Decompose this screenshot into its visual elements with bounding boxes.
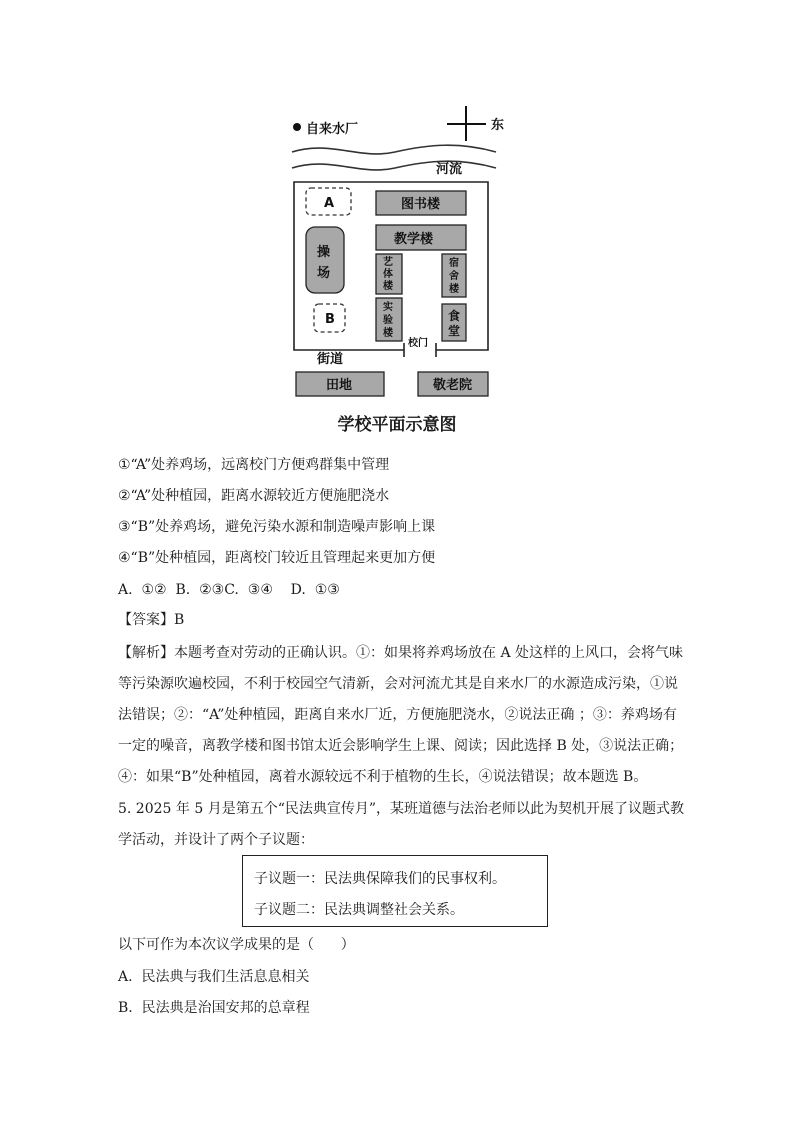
library-label: 图书楼 <box>401 197 441 212</box>
teaching-label: 教学楼 <box>394 232 434 247</box>
answer: 【答案】B <box>118 612 185 628</box>
art-label-1: 艺 <box>383 257 393 268</box>
sub-topics-box <box>242 855 548 927</box>
playground-label-1: 操 <box>317 245 331 260</box>
answer-options: A. ①② B. ②③C. ③④ D. ①③ <box>118 582 340 598</box>
playground-label-2: 场 <box>317 266 331 281</box>
playground <box>306 227 344 293</box>
area-b-label: B <box>325 312 335 327</box>
option-a: A. 民法典与我们生活息息相关 <box>118 969 310 985</box>
compass-icon <box>447 106 486 141</box>
art-label-2: 体 <box>383 269 393 280</box>
area-a-label: A <box>324 196 335 211</box>
street-label: 街道 <box>317 352 344 367</box>
nursing-label: 敬老院 <box>433 378 473 393</box>
dorm-label-1: 宿 <box>449 258 459 269</box>
sub-topic-2: 子议题二：民法典调整社会关系。 <box>254 902 464 918</box>
canteen-label-1: 食 <box>448 309 461 323</box>
art-label-3: 楼 <box>383 281 393 292</box>
question-5-stem: 5. 2025 年 5 月是第五个“民法典宣传月”，某班道德与法治老师以此为契机开展了议题式教学活动，并设计了两个子议题： <box>118 801 685 848</box>
statement-3: ③“B”处养鸡场，避免污染水源和制造噪声影响上课 <box>118 519 436 535</box>
river-label: 河流 <box>436 162 463 177</box>
river-bottom-bank <box>292 161 496 170</box>
gate-label: 校门 <box>408 338 428 349</box>
dorm-label-2: 舍 <box>449 271 459 282</box>
lab-label-2: 验 <box>383 315 393 326</box>
school-map <box>0 0 794 405</box>
option-b: B. 民法典是治国安邦的总章程 <box>118 1000 310 1016</box>
map-caption: 学校平面示意图 <box>337 415 457 435</box>
statement-2: ②“A”处种植园，距离水源较近方便施肥浇水 <box>118 488 390 504</box>
question-5-prompt: 以下可作为本次议学成果的是（ ） <box>118 937 355 953</box>
canteen-label-2: 堂 <box>448 324 461 338</box>
statement-4: ④“B”处种植园，距离校门较近且管理起来更加方便 <box>118 550 436 566</box>
dorm-label-3: 楼 <box>449 284 459 295</box>
waterworks-label: 自来水厂 <box>306 122 359 137</box>
statement-1: ①“A”处养鸡场，远离校门方便鸡群集中管理 <box>118 457 390 473</box>
lab-label-3: 楼 <box>383 328 393 339</box>
river-top-bank <box>292 145 496 154</box>
sub-topic-1: 子议题一：民法典保障我们的民事权利。 <box>254 871 506 887</box>
field-label: 田地 <box>326 378 353 393</box>
east-label: 东 <box>491 118 505 133</box>
lab-label-1: 实 <box>383 302 393 313</box>
analysis: 【解析】本题考查对劳动的正确认识。①：如果将养鸡场放在 A 处这样的上风口，会将气味等污染源吹遍校园，不利于校园空气清新，会对河流尤其是自来水厂的水源造成污染，①说法错误；②：“A”处种植园，距离自来水厂近，方便施肥浇水，②说法正确 ；③：养鸡场有一定的噪音，离教学楼和图书馆太近会影响学生上课、阅读；因此选择 B 处，③说法正确；④：如果“B”处种植园，离着水源较远不利于植物的生长，④说法错误；故本题选 B。 <box>118 645 684 785</box>
waterworks-dot <box>293 123 301 131</box>
